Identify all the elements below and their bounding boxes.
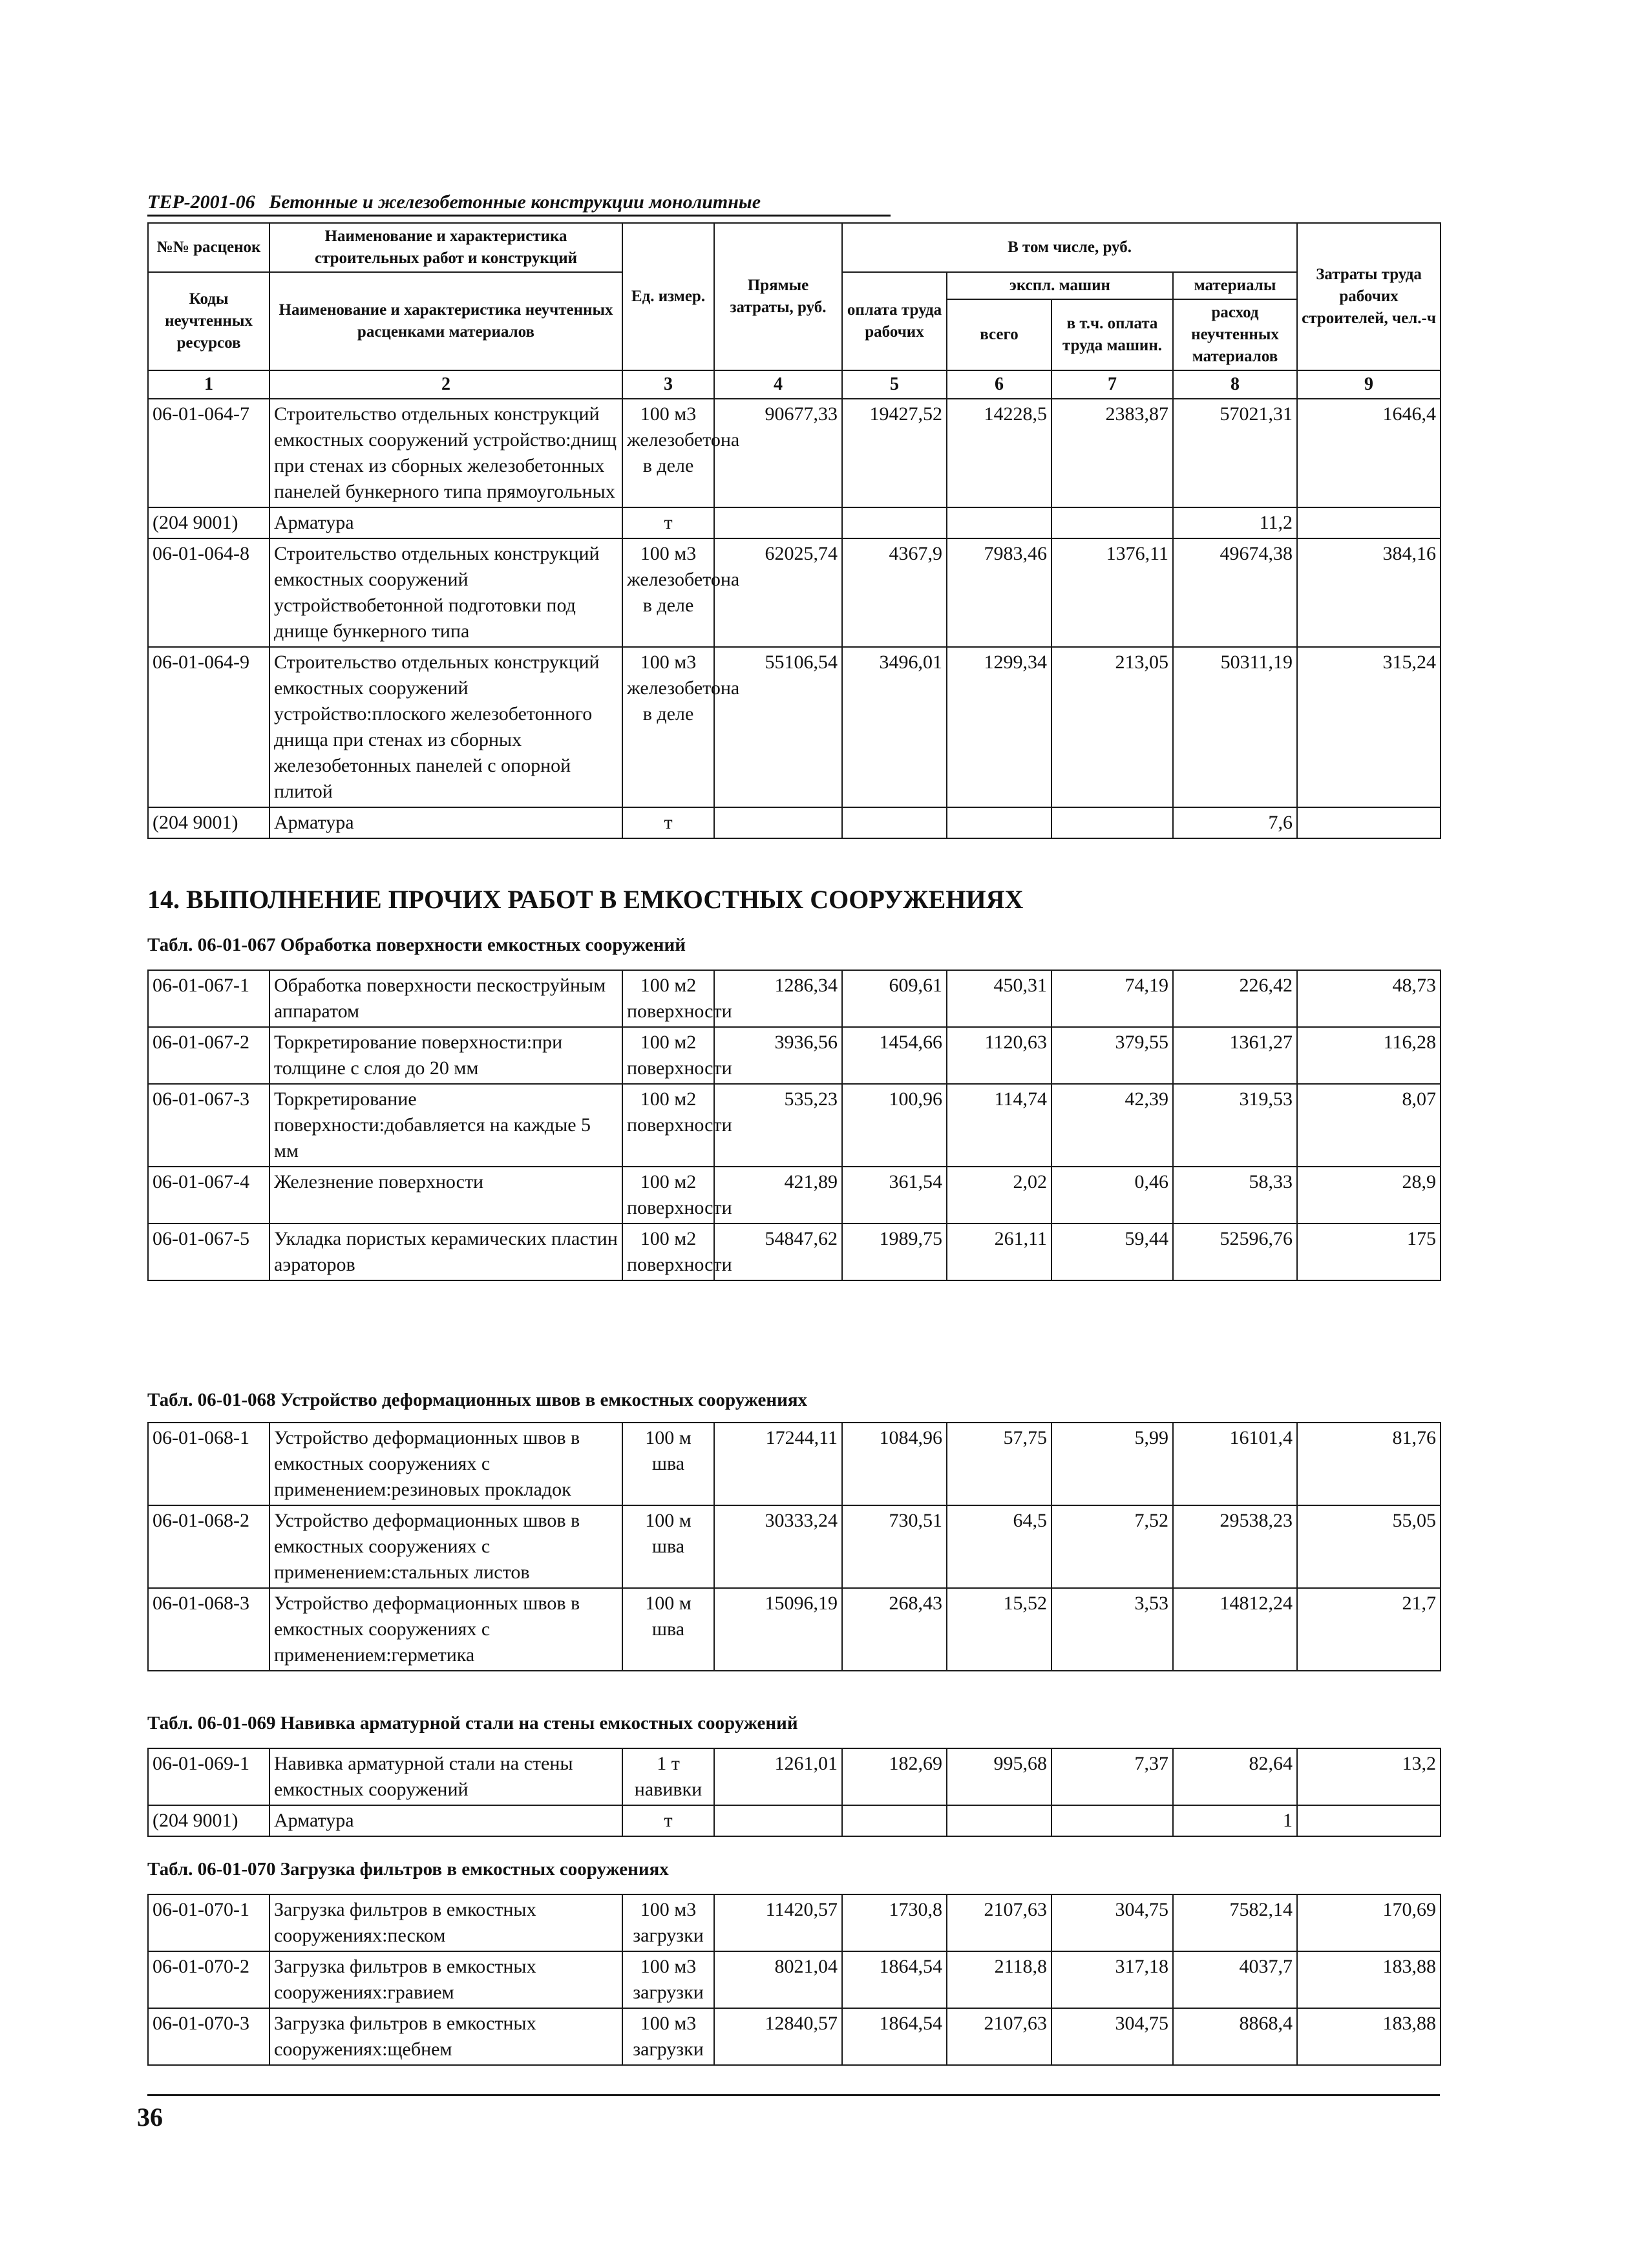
- direct-costs-cell: 62025,74: [714, 538, 842, 647]
- table-row: [148, 399, 1441, 507]
- direct-costs-cell: 90677,33: [714, 399, 842, 507]
- unit-of-measure-cell: 100 м2 поверхности: [622, 1167, 714, 1224]
- direct-costs-cell: 11420,57: [714, 1894, 842, 1951]
- labor-hours-cell: 55,05: [1297, 1505, 1441, 1588]
- direct-costs-cell: 17244,11: [714, 1423, 842, 1505]
- labor-hours-cell: 170,69: [1297, 1894, 1441, 1951]
- work-description-cell: Устройство деформационных швов в емкостных сооружениях с применением:герметика: [269, 1588, 622, 1671]
- machine-operation-cell: 15,52: [947, 1588, 1051, 1671]
- work-description-cell: Строительство отдельных конструкций емкостных сооружений устройствобетонной подготовки под днище бункерного типа: [269, 538, 622, 647]
- table-068: [147, 1422, 1441, 1671]
- direct-costs-cell: 3936,56: [714, 1027, 842, 1084]
- table-067: [147, 970, 1441, 1281]
- table-caption-070: [147, 1859, 669, 1880]
- document-code: ТЕР-2001-06: [147, 191, 255, 213]
- table-070: [147, 1894, 1441, 2066]
- work-description-cell: Торкретирование поверхности:добавляется на каждые 5 мм: [269, 1084, 622, 1167]
- materials-cell: 7,6: [1173, 807, 1297, 838]
- worker-wages-cell: 730,51: [842, 1505, 947, 1588]
- materials-cell: 50311,19: [1173, 647, 1297, 807]
- direct-costs-cell: 1261,01: [714, 1748, 842, 1805]
- machine-operator-wages-cell: 7,52: [1051, 1505, 1173, 1588]
- rate-code-cell: 06-01-068-2: [148, 1505, 269, 1588]
- header-direct-costs: Прямые затраты, руб.: [714, 223, 842, 370]
- direct-costs-cell: [714, 507, 842, 538]
- direct-costs-cell: 55106,54: [714, 647, 842, 807]
- header-row-1: [148, 223, 1441, 272]
- rate-code-cell: 06-01-069-1: [148, 1748, 269, 1805]
- materials-cell: 57021,31: [1173, 399, 1297, 507]
- machine-operator-wages-cell: 0,46: [1051, 1167, 1173, 1224]
- worker-wages-cell: 1864,54: [842, 2008, 947, 2065]
- machine-operator-wages-cell: 317,18: [1051, 1951, 1173, 2008]
- machine-operation-cell: [947, 1805, 1051, 1836]
- caption-title: Навивка арматурной стали на стены емкостных сооружений: [280, 1713, 798, 1733]
- labor-hours-cell: 183,88: [1297, 1951, 1441, 2008]
- labor-hours-cell: [1297, 807, 1441, 838]
- work-description-cell: Строительство отдельных конструкций емкостных сооружений устройство:днищ при стенах из сборных железобетонных панелей бункерного типа прямоугольных: [269, 399, 622, 507]
- header-col1-bottom: Коды неучтенных ресурсов: [148, 272, 269, 370]
- table-row: [148, 1588, 1441, 1671]
- worker-wages-cell: [842, 1805, 947, 1836]
- column-numbers-row: [148, 370, 1441, 399]
- machine-operation-cell: 64,5: [947, 1505, 1051, 1588]
- unit-of-measure-cell: 1 т навивки: [622, 1748, 714, 1805]
- work-description-cell: Торкретирование поверхности:при толщине с слоя до 20 мм: [269, 1027, 622, 1084]
- direct-costs-cell: 15096,19: [714, 1588, 842, 1671]
- materials-cell: 82,64: [1173, 1748, 1297, 1805]
- work-description-cell: Загрузка фильтров в емкостных сооружениях:щебнем: [269, 2008, 622, 2065]
- direct-costs-cell: 535,23: [714, 1084, 842, 1167]
- running-head: [147, 191, 891, 217]
- worker-wages-cell: 609,61: [842, 970, 947, 1027]
- work-description-cell: Устройство деформационных швов в емкостных сооружениях с применением:резиновых прокладок: [269, 1423, 622, 1505]
- column-number: 3: [622, 370, 714, 399]
- column-number: 8: [1173, 370, 1297, 399]
- header-wages: оплата труда рабочих: [842, 272, 947, 370]
- labor-hours-cell: 48,73: [1297, 970, 1441, 1027]
- unit-of-measure-cell: 100 м3 загрузки: [622, 1951, 714, 2008]
- labor-hours-cell: 28,9: [1297, 1167, 1441, 1224]
- direct-costs-cell: 30333,24: [714, 1505, 842, 1588]
- machine-operator-wages-cell: 42,39: [1051, 1084, 1173, 1167]
- worker-wages-cell: 100,96: [842, 1084, 947, 1167]
- unit-of-measure-cell: 100 м3 загрузки: [622, 2008, 714, 2065]
- machine-operator-wages-cell: 59,44: [1051, 1224, 1173, 1280]
- materials-cell: 16101,4: [1173, 1423, 1297, 1505]
- table-caption-068: [147, 1390, 807, 1411]
- caption-title: Загрузка фильтров в емкостных сооружениях: [280, 1859, 669, 1880]
- worker-wages-cell: 4367,9: [842, 538, 947, 647]
- materials-cell: 14812,24: [1173, 1588, 1297, 1671]
- worker-wages-cell: [842, 807, 947, 838]
- unit-of-measure-cell: 100 м3 железобетона в деле: [622, 399, 714, 507]
- resource-row: [148, 507, 1441, 538]
- unit-of-measure-cell: 100 м шва: [622, 1423, 714, 1505]
- direct-costs-cell: 54847,62: [714, 1224, 842, 1280]
- materials-cell: 58,33: [1173, 1167, 1297, 1224]
- header-col2-bottom: Наименование и характеристика неучтенных расценками материалов: [269, 272, 622, 370]
- rate-code-cell: (204 9001): [148, 807, 269, 838]
- table-row: [148, 1748, 1441, 1805]
- direct-costs-cell: [714, 1805, 842, 1836]
- machine-operator-wages-cell: [1051, 507, 1173, 538]
- worker-wages-cell: 1989,75: [842, 1224, 947, 1280]
- rate-code-cell: 06-01-068-1: [148, 1423, 269, 1505]
- machine-operation-cell: 2107,63: [947, 1894, 1051, 1951]
- rate-code-cell: 06-01-067-1: [148, 970, 269, 1027]
- machine-operator-wages-cell: [1051, 807, 1173, 838]
- machine-operator-wages-cell: 3,53: [1051, 1588, 1173, 1671]
- worker-wages-cell: 19427,52: [842, 399, 947, 507]
- machine-operation-cell: 114,74: [947, 1084, 1051, 1167]
- page-number: 36: [137, 2103, 163, 2132]
- header-machine-wages: в т.ч. оплата труда машин.: [1051, 299, 1173, 370]
- materials-cell: 29538,23: [1173, 1505, 1297, 1588]
- header-machines-total: всего: [947, 299, 1051, 370]
- unit-of-measure-cell: 100 м шва: [622, 1588, 714, 1671]
- caption-number: Табл. 06-01-068: [147, 1390, 276, 1410]
- footer-divider: [147, 2094, 1440, 2096]
- work-description-cell: Арматура: [269, 507, 622, 538]
- materials-cell: 49674,38: [1173, 538, 1297, 647]
- materials-cell: 52596,76: [1173, 1224, 1297, 1280]
- direct-costs-cell: 8021,04: [714, 1951, 842, 2008]
- work-description-cell: Навивка арматурной стали на стены емкостных сооружений: [269, 1748, 622, 1805]
- table-row: [148, 1423, 1441, 1505]
- machine-operation-cell: 1120,63: [947, 1027, 1051, 1084]
- worker-wages-cell: 3496,01: [842, 647, 947, 807]
- direct-costs-cell: 1286,34: [714, 970, 842, 1027]
- machine-operator-wages-cell: 1376,11: [1051, 538, 1173, 647]
- labor-hours-cell: 1646,4: [1297, 399, 1441, 507]
- materials-cell: 1: [1173, 1805, 1297, 1836]
- direct-costs-cell: 421,89: [714, 1167, 842, 1224]
- materials-cell: 226,42: [1173, 970, 1297, 1027]
- unit-of-measure-cell: 100 м шва: [622, 1505, 714, 1588]
- table-row: [148, 1505, 1441, 1588]
- labor-hours-cell: 315,24: [1297, 647, 1441, 807]
- machine-operation-cell: 261,11: [947, 1224, 1051, 1280]
- unit-of-measure-cell: 100 м3 железобетона в деле: [622, 647, 714, 807]
- labor-hours-cell: 116,28: [1297, 1027, 1441, 1084]
- direct-costs-cell: [714, 807, 842, 838]
- table-row: [148, 1084, 1441, 1167]
- work-description-cell: Железнение поверхности: [269, 1167, 622, 1224]
- worker-wages-cell: 182,69: [842, 1748, 947, 1805]
- column-number: 5: [842, 370, 947, 399]
- work-description-cell: Загрузка фильтров в емкостных сооружениях:гравием: [269, 1951, 622, 2008]
- table-064: [147, 222, 1441, 839]
- rate-code-cell: 06-01-070-3: [148, 2008, 269, 2065]
- work-description-cell: Укладка пористых керамических пластин аэраторов: [269, 1224, 622, 1280]
- table-caption-067: [147, 935, 686, 956]
- labor-hours-cell: 8,07: [1297, 1084, 1441, 1167]
- table-row: [148, 1167, 1441, 1224]
- machine-operation-cell: 450,31: [947, 970, 1051, 1027]
- machine-operator-wages-cell: 74,19: [1051, 970, 1173, 1027]
- machine-operation-cell: 57,75: [947, 1423, 1051, 1505]
- machine-operation-cell: 2118,8: [947, 1951, 1051, 2008]
- unit-of-measure-cell: 100 м2 поверхности: [622, 970, 714, 1027]
- worker-wages-cell: 268,43: [842, 1588, 947, 1671]
- work-description-cell: Арматура: [269, 1805, 622, 1836]
- machine-operator-wages-cell: [1051, 1805, 1173, 1836]
- rate-code-cell: 06-01-067-4: [148, 1167, 269, 1224]
- rate-code-cell: 06-01-064-9: [148, 647, 269, 807]
- machine-operation-cell: [947, 807, 1051, 838]
- labor-hours-cell: 13,2: [1297, 1748, 1441, 1805]
- section-title: 14. ВЫПОЛНЕНИЕ ПРОЧИХ РАБОТ В ЕМКОСТНЫХ СООРУЖЕНИЯХ: [147, 885, 1024, 914]
- caption-number: Табл. 06-01-067: [147, 935, 276, 955]
- table-row: [148, 1951, 1441, 2008]
- rate-code-cell: 06-01-067-5: [148, 1224, 269, 1280]
- materials-cell: 319,53: [1173, 1084, 1297, 1167]
- worker-wages-cell: 1454,66: [842, 1027, 947, 1084]
- labor-hours-cell: [1297, 1805, 1441, 1836]
- unit-of-measure-cell: 100 м2 поверхности: [622, 1224, 714, 1280]
- table-row: [148, 647, 1441, 807]
- resource-row: [148, 1805, 1441, 1836]
- header-materials-consumption: расход неучтенных материалов: [1173, 299, 1297, 370]
- work-description-cell: Арматура: [269, 807, 622, 838]
- rate-code-cell: 06-01-067-3: [148, 1084, 269, 1167]
- machine-operator-wages-cell: 379,55: [1051, 1027, 1173, 1084]
- unit-of-measure-cell: 100 м3 железобетона в деле: [622, 538, 714, 647]
- table-row: [148, 970, 1441, 1027]
- rate-code-cell: (204 9001): [148, 1805, 269, 1836]
- unit-of-measure-cell: т: [622, 507, 714, 538]
- worker-wages-cell: [842, 507, 947, 538]
- machine-operator-wages-cell: 213,05: [1051, 647, 1173, 807]
- column-number: 1: [148, 370, 269, 399]
- unit-of-measure-cell: 100 м3 загрузки: [622, 1894, 714, 1951]
- unit-of-measure-cell: т: [622, 1805, 714, 1836]
- materials-cell: 8868,4: [1173, 2008, 1297, 2065]
- machine-operator-wages-cell: 7,37: [1051, 1748, 1173, 1805]
- rate-code-cell: 06-01-064-7: [148, 399, 269, 507]
- work-description-cell: Устройство деформационных швов в емкостных сооружениях с применением:стальных листов: [269, 1505, 622, 1588]
- worker-wages-cell: 1864,54: [842, 1951, 947, 2008]
- column-number: 7: [1051, 370, 1173, 399]
- rate-code-cell: 06-01-068-3: [148, 1588, 269, 1671]
- unit-of-measure-cell: 100 м2 поверхности: [622, 1027, 714, 1084]
- unit-of-measure-cell: т: [622, 807, 714, 838]
- table-row: [148, 1894, 1441, 1951]
- header-group: В том числе, руб.: [842, 223, 1297, 272]
- work-description-cell: Строительство отдельных конструкций емкостных сооружений устройство:плоского железобетонного днища при стенах из сборных железобетонных панелей с опорной плитой: [269, 647, 622, 807]
- header-machines: экспл. машин: [947, 272, 1173, 299]
- labor-hours-cell: 384,16: [1297, 538, 1441, 647]
- machine-operation-cell: 7983,46: [947, 538, 1051, 647]
- labor-hours-cell: 175: [1297, 1224, 1441, 1280]
- header-labor: Затраты труда рабочих строителей, чел.-ч: [1297, 223, 1441, 370]
- header-col1-top: №№ расценок: [148, 223, 269, 272]
- worker-wages-cell: 1730,8: [842, 1894, 947, 1951]
- caption-title: Обработка поверхности емкостных сооружений: [280, 935, 686, 955]
- table-row: [148, 2008, 1441, 2065]
- unit-of-measure-cell: 100 м2 поверхности: [622, 1084, 714, 1167]
- work-description-cell: Загрузка фильтров в емкостных сооружениях:песком: [269, 1894, 622, 1951]
- machine-operation-cell: 995,68: [947, 1748, 1051, 1805]
- direct-costs-cell: 12840,57: [714, 2008, 842, 2065]
- labor-hours-cell: 183,88: [1297, 2008, 1441, 2065]
- column-number: 4: [714, 370, 842, 399]
- machine-operation-cell: 2107,63: [947, 2008, 1051, 2065]
- rate-code-cell: 06-01-067-2: [148, 1027, 269, 1084]
- rate-code-cell: (204 9001): [148, 507, 269, 538]
- materials-cell: 1361,27: [1173, 1027, 1297, 1084]
- column-number: 6: [947, 370, 1051, 399]
- labor-hours-cell: [1297, 507, 1441, 538]
- table-row: [148, 1027, 1441, 1084]
- machine-operator-wages-cell: 2383,87: [1051, 399, 1173, 507]
- work-description-cell: Обработка поверхности пескоструйным аппаратом: [269, 970, 622, 1027]
- labor-hours-cell: 21,7: [1297, 1588, 1441, 1671]
- header-materials: материалы: [1173, 272, 1297, 299]
- header-unit: Ед. измер.: [622, 223, 714, 370]
- header-col2-top: Наименование и характеристика строительных работ и конструкций: [269, 223, 622, 272]
- caption-title: Устройство деформационных швов в емкостных сооружениях: [280, 1390, 808, 1410]
- table-caption-069: [147, 1713, 798, 1734]
- column-number: 2: [269, 370, 622, 399]
- caption-number: Табл. 06-01-069: [147, 1713, 276, 1733]
- machine-operation-cell: 2,02: [947, 1167, 1051, 1224]
- materials-cell: 7582,14: [1173, 1894, 1297, 1951]
- machine-operation-cell: 1299,34: [947, 647, 1051, 807]
- resource-row: [148, 807, 1441, 838]
- table-row: [148, 1224, 1441, 1280]
- rate-code-cell: 06-01-064-8: [148, 538, 269, 647]
- materials-cell: 4037,7: [1173, 1951, 1297, 2008]
- worker-wages-cell: 1084,96: [842, 1423, 947, 1505]
- machine-operation-cell: 14228,5: [947, 399, 1051, 507]
- machine-operator-wages-cell: 5,99: [1051, 1423, 1173, 1505]
- table-069: [147, 1748, 1441, 1837]
- table-row: [148, 538, 1441, 647]
- worker-wages-cell: 361,54: [842, 1167, 947, 1224]
- machine-operator-wages-cell: 304,75: [1051, 2008, 1173, 2065]
- materials-cell: 11,2: [1173, 507, 1297, 538]
- caption-number: Табл. 06-01-070: [147, 1859, 276, 1880]
- rate-code-cell: 06-01-070-1: [148, 1894, 269, 1951]
- labor-hours-cell: 81,76: [1297, 1423, 1441, 1505]
- document-subject: Бетонные и железобетонные конструкции монолитные: [269, 191, 761, 213]
- machine-operation-cell: [947, 507, 1051, 538]
- column-number: 9: [1297, 370, 1441, 399]
- machine-operator-wages-cell: 304,75: [1051, 1894, 1173, 1951]
- rate-code-cell: 06-01-070-2: [148, 1951, 269, 2008]
